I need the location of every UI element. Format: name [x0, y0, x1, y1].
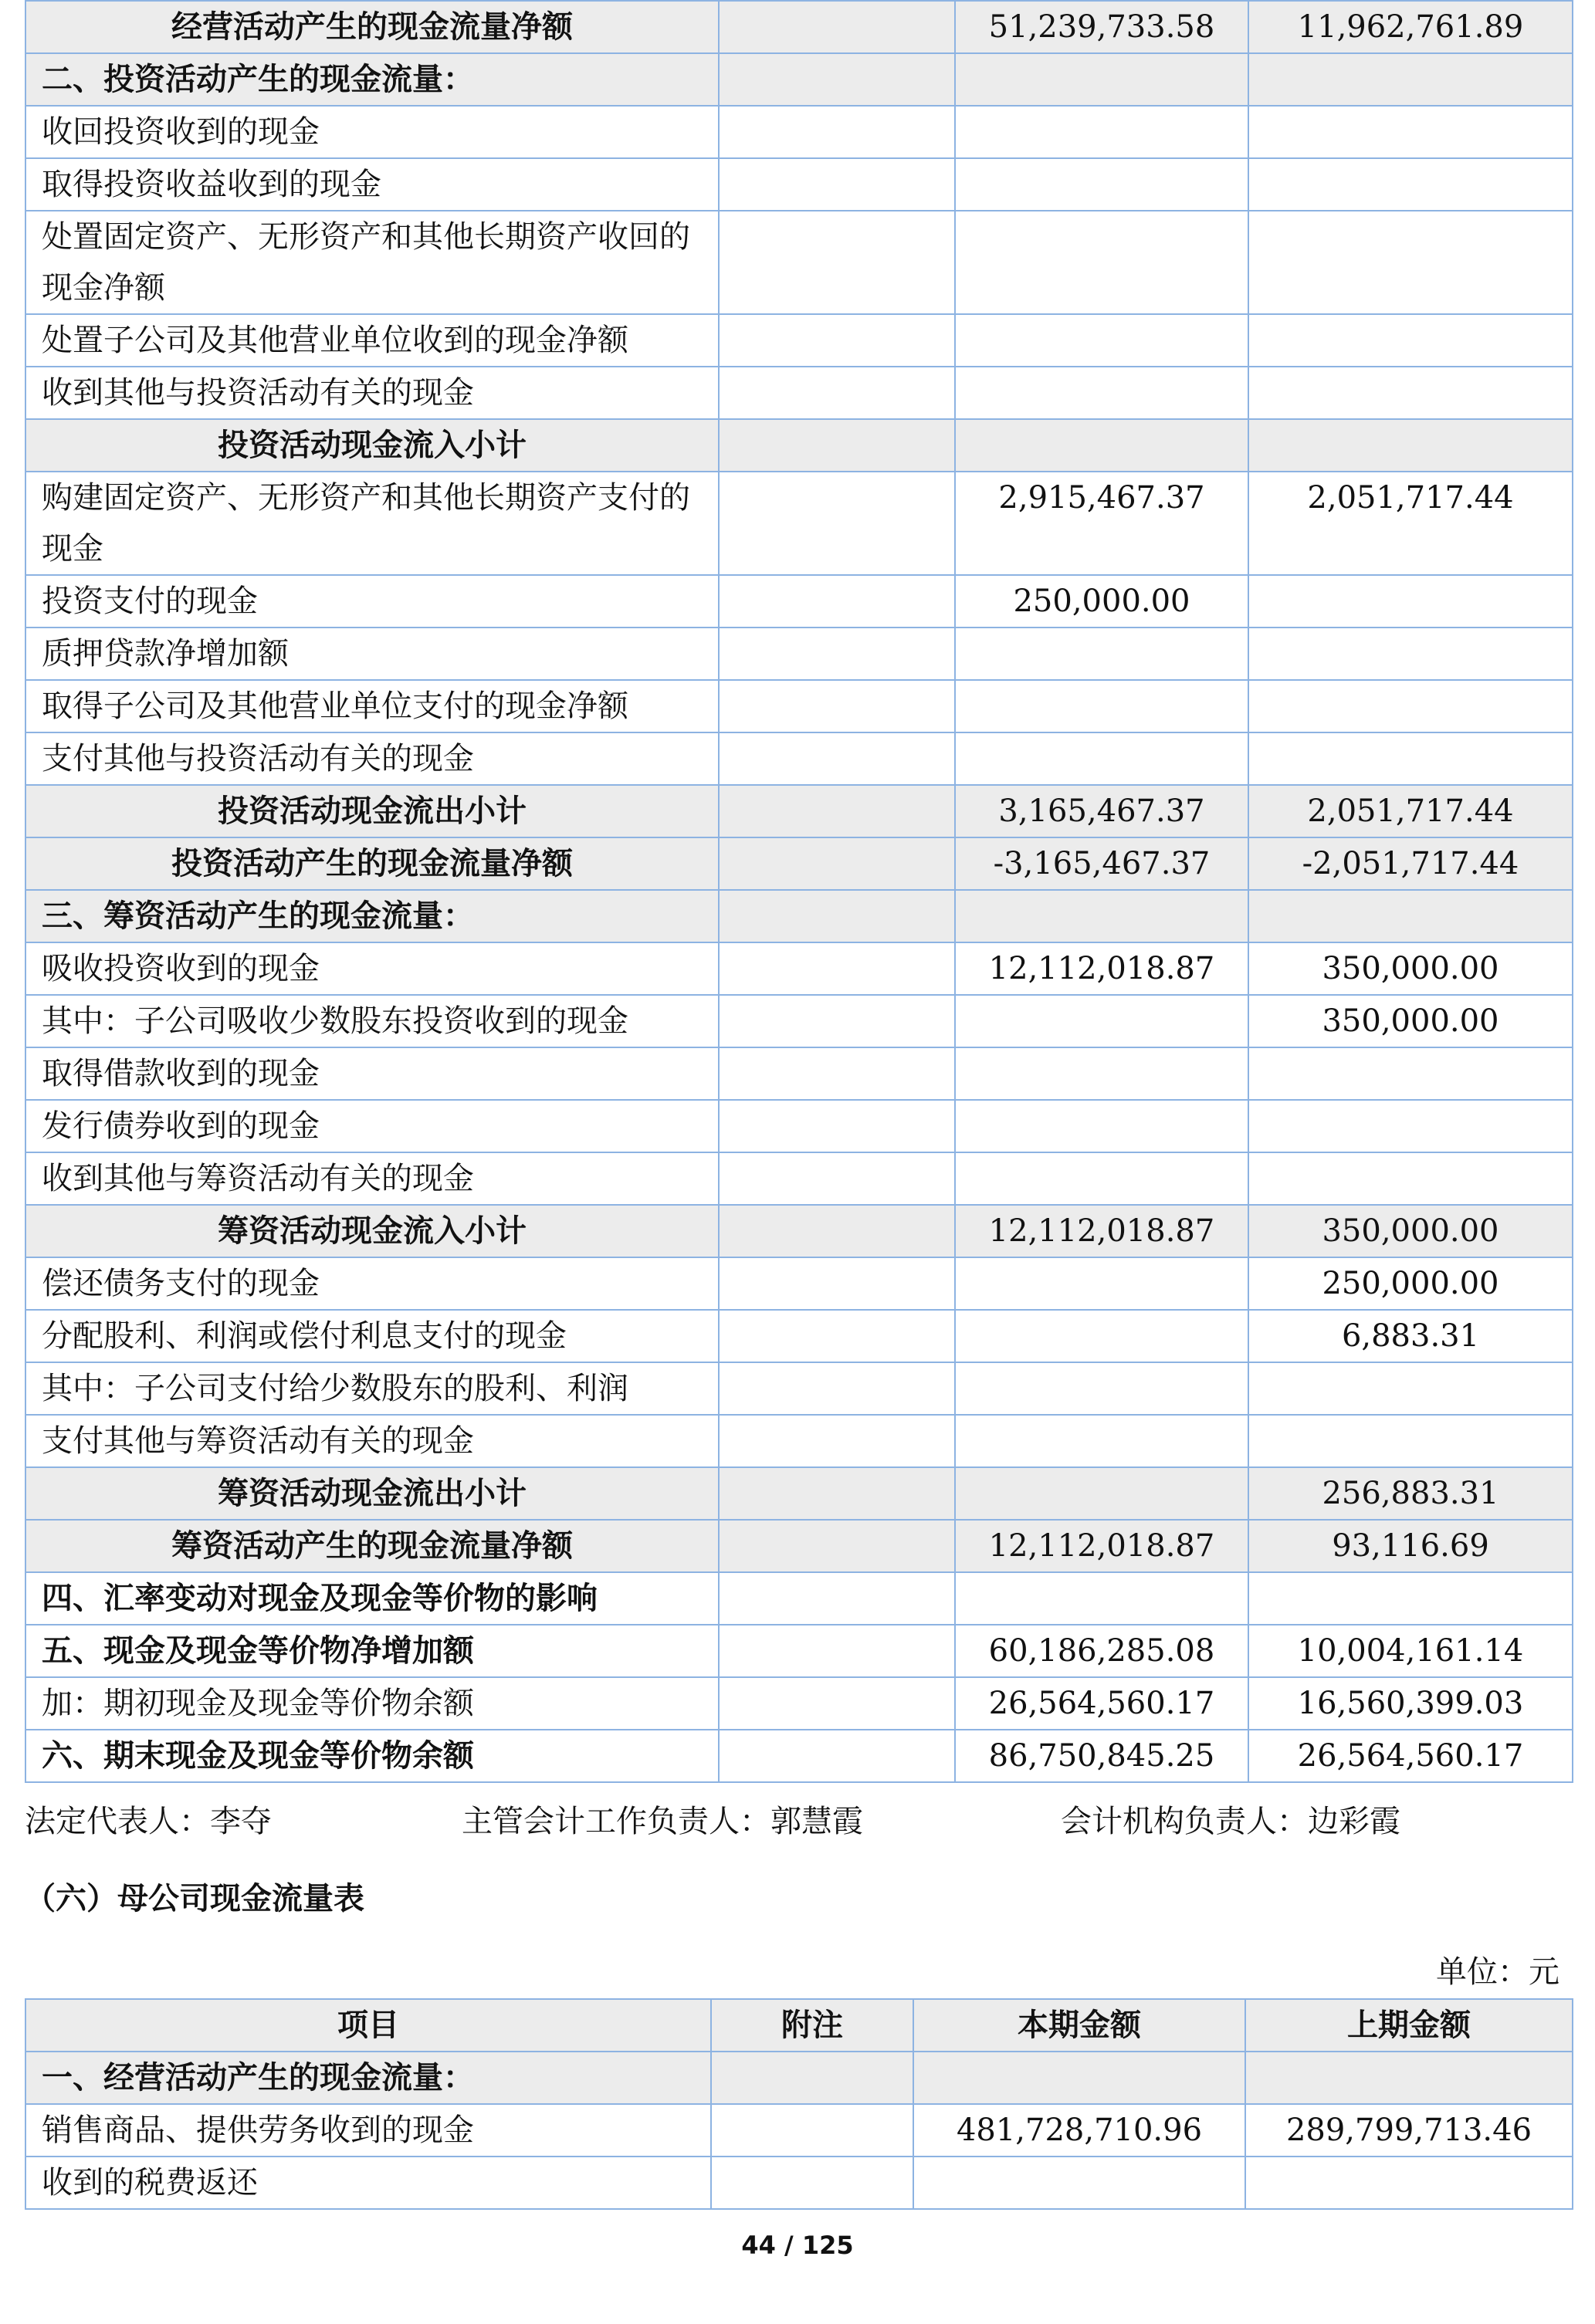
table-row [25, 890, 1573, 942]
row-prior-amount: 2,051,717.44 [1248, 785, 1573, 837]
table-row [25, 158, 1573, 211]
row-item: 一、经营活动产生的现金流量： [25, 2052, 711, 2104]
row-prior-amount [1248, 211, 1573, 314]
row-current-amount: 86,750,845.25 [955, 1730, 1248, 1782]
row-current-amount: 60,186,285.08 [955, 1625, 1248, 1677]
row-item: 处置子公司及其他营业单位收到的现金净额 [25, 314, 719, 367]
row-prior-amount: 93,116.69 [1248, 1520, 1573, 1572]
table-row [25, 1520, 1573, 1572]
row-current-amount [913, 2157, 1245, 2209]
row-prior-amount [1248, 1362, 1573, 1415]
table-row [25, 1362, 1573, 1415]
row-prior-amount [1248, 1047, 1573, 1100]
table-row [25, 1730, 1573, 1782]
row-item: 投资活动现金流入小计 [25, 419, 719, 472]
row-current-amount: 3,165,467.37 [955, 785, 1248, 837]
page-total: 125 [801, 2231, 854, 2260]
row-current-amount [955, 995, 1248, 1047]
row-prior-amount [1248, 575, 1573, 628]
row-item: 分配股利、利润或偿付利息支付的现金 [25, 1310, 719, 1362]
table-row [25, 419, 1573, 472]
page-footer [0, 2231, 1595, 2260]
table-row [25, 995, 1573, 1047]
table-row [25, 837, 1573, 890]
row-note [719, 314, 955, 367]
table-row [25, 1205, 1573, 1257]
row-note [719, 1152, 955, 1205]
row-current-amount [955, 1257, 1248, 1310]
row-item: 取得子公司及其他营业单位支付的现金净额 [25, 680, 719, 732]
row-note [719, 1730, 955, 1782]
parent-cash-flow-title: （六）母公司现金流量表 [25, 1880, 364, 1916]
table-row [25, 1, 1573, 53]
row-prior-amount: 2,051,717.44 [1248, 472, 1573, 575]
row-current-amount [955, 890, 1248, 942]
table-header-row [25, 1999, 1573, 2052]
row-prior-amount [1248, 314, 1573, 367]
row-item: 其中：子公司支付给少数股东的股利、利润 [25, 1362, 719, 1415]
row-prior-amount [1248, 106, 1573, 158]
table-row [25, 2157, 1573, 2209]
row-current-amount [955, 1152, 1248, 1205]
row-prior-amount: 26,564,560.17 [1248, 1730, 1573, 1782]
row-prior-amount: 256,883.31 [1248, 1467, 1573, 1520]
table-row [25, 2052, 1573, 2104]
row-current-amount: 2,915,467.37 [955, 472, 1248, 575]
row-note [719, 1205, 955, 1257]
row-note [719, 575, 955, 628]
row-prior-amount [1248, 1415, 1573, 1467]
row-current-amount [913, 2052, 1245, 2104]
row-prior-amount [1248, 367, 1573, 419]
row-item: 五、现金及现金等价物净增加额 [25, 1625, 719, 1677]
table-row [25, 1310, 1573, 1362]
row-item: 经营活动产生的现金流量净额 [25, 1, 719, 53]
row-item: 偿还债务支付的现金 [25, 1257, 719, 1310]
row-prior-amount [1248, 1572, 1573, 1625]
row-current-amount [955, 680, 1248, 732]
row-prior-amount [1248, 732, 1573, 785]
row-prior-amount: 6,883.31 [1248, 1310, 1573, 1362]
consolidated-cash-flow-body [25, 1, 1573, 1782]
row-note [719, 995, 955, 1047]
row-current-amount [955, 1572, 1248, 1625]
row-note [719, 1572, 955, 1625]
row-note [719, 1625, 955, 1677]
row-item: 取得借款收到的现金 [25, 1047, 719, 1100]
table-row [25, 472, 1573, 575]
table-row [25, 211, 1573, 314]
table-row [25, 1677, 1573, 1730]
row-current-amount: 481,728,710.96 [913, 2104, 1245, 2157]
row-current-amount [955, 367, 1248, 419]
row-item: 六、期末现金及现金等价物余额 [25, 1730, 719, 1782]
row-note [719, 1310, 955, 1362]
row-item: 投资活动现金流出小计 [25, 785, 719, 837]
row-item: 支付其他与筹资活动有关的现金 [25, 1415, 719, 1467]
row-prior-amount [1248, 419, 1573, 472]
page-number: 44 [741, 2231, 776, 2260]
row-item: 支付其他与投资活动有关的现金 [25, 732, 719, 785]
row-note [719, 1047, 955, 1100]
row-item: 收回投资收到的现金 [25, 106, 719, 158]
row-item: 投资支付的现金 [25, 575, 719, 628]
row-prior-amount: 11,962,761.89 [1248, 1, 1573, 53]
header-note: 附注 [711, 1999, 913, 2052]
row-note [719, 419, 955, 472]
page-separator: / [784, 2231, 794, 2260]
table-row [25, 1572, 1573, 1625]
table-row [25, 2104, 1573, 2157]
row-item: 取得投资收益收到的现金 [25, 158, 719, 211]
row-note [719, 158, 955, 211]
row-current-amount [955, 1100, 1248, 1152]
row-current-amount: 26,564,560.17 [955, 1677, 1248, 1730]
row-current-amount: 12,112,018.87 [955, 1205, 1248, 1257]
row-note [719, 837, 955, 890]
accounting-work-head: 主管会计工作负责人：郭慧霞 [462, 1804, 863, 1839]
row-current-amount: -3,165,467.37 [955, 837, 1248, 890]
table-row [25, 1100, 1573, 1152]
row-current-amount [955, 1467, 1248, 1520]
row-item: 三、筹资活动产生的现金流量： [25, 890, 719, 942]
row-item: 筹资活动产生的现金流量净额 [25, 1520, 719, 1572]
row-note [719, 785, 955, 837]
row-prior-amount: 289,799,713.46 [1245, 2104, 1573, 2157]
row-prior-amount [1245, 2157, 1573, 2209]
row-item: 处置固定资产、无形资产和其他长期资产收回的现金净额 [25, 211, 719, 314]
row-item: 发行债券收到的现金 [25, 1100, 719, 1152]
row-item: 收到其他与投资活动有关的现金 [25, 367, 719, 419]
row-item: 其中：子公司吸收少数股东投资收到的现金 [25, 995, 719, 1047]
row-item: 吸收投资收到的现金 [25, 942, 719, 995]
table-row [25, 314, 1573, 367]
row-prior-amount: 250,000.00 [1248, 1257, 1573, 1310]
row-note [719, 732, 955, 785]
row-item: 筹资活动现金流入小计 [25, 1205, 719, 1257]
row-note [719, 680, 955, 732]
row-prior-amount [1248, 890, 1573, 942]
row-current-amount [955, 1047, 1248, 1100]
row-prior-amount [1248, 680, 1573, 732]
row-prior-amount [1248, 1100, 1573, 1152]
row-item: 四、汇率变动对现金及现金等价物的影响 [25, 1572, 719, 1625]
row-note [719, 1467, 955, 1520]
table-row [25, 942, 1573, 995]
row-current-amount [955, 1415, 1248, 1467]
row-note [719, 1362, 955, 1415]
row-note [711, 2104, 913, 2157]
row-prior-amount: 10,004,161.14 [1248, 1625, 1573, 1677]
row-prior-amount [1248, 158, 1573, 211]
row-current-amount [955, 211, 1248, 314]
table-row [25, 575, 1573, 628]
row-current-amount [955, 158, 1248, 211]
row-prior-amount [1245, 2052, 1573, 2104]
row-note [719, 106, 955, 158]
row-note [719, 1, 955, 53]
row-item: 收到的税费返还 [25, 2157, 711, 2209]
table-row [25, 1625, 1573, 1677]
row-prior-amount [1248, 53, 1573, 106]
row-note [711, 2052, 913, 2104]
row-item: 二、投资活动产生的现金流量： [25, 53, 719, 106]
table-row [25, 1467, 1573, 1520]
row-prior-amount: 350,000.00 [1248, 1205, 1573, 1257]
header-current: 本期金额 [913, 1999, 1245, 2052]
row-item: 质押贷款净增加额 [25, 628, 719, 680]
row-note [719, 211, 955, 314]
row-current-amount: 12,112,018.87 [955, 1520, 1248, 1572]
row-prior-amount: 16,560,399.03 [1248, 1677, 1573, 1730]
accounting-org-head: 会计机构负责人：边彩霞 [1061, 1804, 1400, 1839]
row-note [719, 942, 955, 995]
row-note [719, 1100, 955, 1152]
row-current-amount [955, 106, 1248, 158]
table-row [25, 1257, 1573, 1310]
row-current-amount [955, 314, 1248, 367]
table-row [25, 1415, 1573, 1467]
row-note [719, 1415, 955, 1467]
table-row [25, 1047, 1573, 1100]
row-item: 筹资活动现金流出小计 [25, 1467, 719, 1520]
table-row [25, 732, 1573, 785]
row-item: 加：期初现金及现金等价物余额 [25, 1677, 719, 1730]
row-item: 销售商品、提供劳务收到的现金 [25, 2104, 711, 2157]
table-row [25, 53, 1573, 106]
table-row [25, 367, 1573, 419]
row-prior-amount: 350,000.00 [1248, 995, 1573, 1047]
table-row [25, 628, 1573, 680]
row-item: 购建固定资产、无形资产和其他长期资产支付的现金 [25, 472, 719, 575]
row-current-amount: 250,000.00 [955, 575, 1248, 628]
row-item: 投资活动产生的现金流量净额 [25, 837, 719, 890]
row-note [719, 472, 955, 575]
row-current-amount [955, 732, 1248, 785]
row-current-amount [955, 53, 1248, 106]
row-prior-amount: -2,051,717.44 [1248, 837, 1573, 890]
row-note [711, 2157, 913, 2209]
parent-cash-flow-table [25, 1998, 1573, 2210]
row-note [719, 628, 955, 680]
row-current-amount [955, 1362, 1248, 1415]
row-note [719, 1677, 955, 1730]
header-item: 项目 [25, 1999, 711, 2052]
row-prior-amount: 350,000.00 [1248, 942, 1573, 995]
table-row [25, 680, 1573, 732]
row-prior-amount [1248, 628, 1573, 680]
row-current-amount [955, 419, 1248, 472]
table-row [25, 785, 1573, 837]
legal-representative: 法定代表人：李夺 [25, 1804, 272, 1839]
row-note [719, 1520, 955, 1572]
row-note [719, 53, 955, 106]
parent-cash-flow-body [25, 2052, 1573, 2209]
row-current-amount: 12,112,018.87 [955, 942, 1248, 995]
unit-label: 单位：元 [1436, 1954, 1559, 1990]
row-current-amount [955, 1310, 1248, 1362]
consolidated-cash-flow-table [25, 0, 1573, 1783]
row-note [719, 890, 955, 942]
table-row [25, 1152, 1573, 1205]
row-note [719, 1257, 955, 1310]
row-current-amount: 51,239,733.58 [955, 1, 1248, 53]
row-item: 收到其他与筹资活动有关的现金 [25, 1152, 719, 1205]
row-prior-amount [1248, 1152, 1573, 1205]
row-current-amount [955, 628, 1248, 680]
row-note [719, 367, 955, 419]
table-row [25, 106, 1573, 158]
header-prior: 上期金额 [1245, 1999, 1573, 2052]
